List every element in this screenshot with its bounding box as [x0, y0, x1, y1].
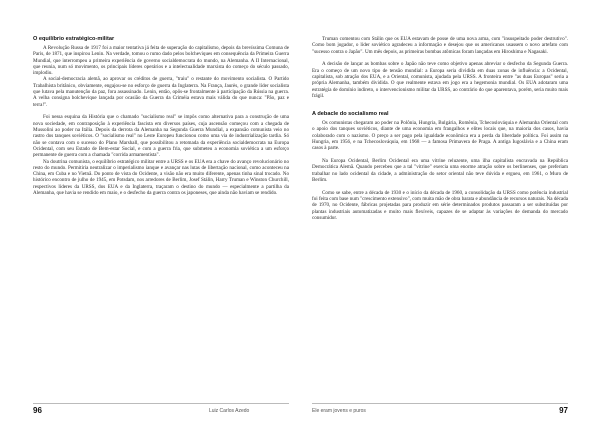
- paragraph: Os comunistas chegaram ao poder na Polônia, Hungria, Bulgária, Romênia, Tchecoslováquia e Alemanha Oriental com o apoio dos tanques soviéticos, diante de uma economia em frangalhos e elites locais que, na maioria dos casos, havia colaborado com o nazismo. O preço a ser pago pela igualdade econômica era a perda da liberdade política. Foi assim na Hungria, em 1956, e na Tchecoslováquia, em 1968 — a famosa Primavera de Praga. A antiga Iugoslávia e a China eram casos à parte.: [312, 120, 568, 152]
- paragraph: A Revolução Russa de 1917 foi a maior tentativa já feita de superação do capitalismo, depois da brevíssima Comuna de Paris, de 1871, que inspirou Lenin. Na verdade, tomou o rumo dado pelos bolcheviques em consequência da Primeira Guerra Mundial, que interrompeu a primeira experiência de governo socialdemocrata do mundo, na Alemanha. A II Internacional, que reunia, num só movimento, os principais líderes operários e a intelectualidade marxista do começo do século passado, implodiu.: [33, 45, 289, 77]
- paragraph: Foi nessa esquina da História que o chamado "socialismo real" se impôs como alternativa para a construção de uma nova sociedade, em contraposição à experiência fascista em diversos países, cuja ascensão começou com a chegada de Mussolini ao poder na Itália. Depois da derrota da Alemanha na Segunda Guerra Mundial, a expansão comunista veio no rastro dos tanques soviéticos. O "socialismo real" no Leste Europeu funcionou como uma via de industrialização tardia. Só não se contava com o sucesso do Plano Marshall, que possibilitou a retomada da experiência socialdemocrata na Europa Ocidental, com seu Estado de Bem-estar Social, e com a guerra fria, que submeteu a economia soviética a um esforço permanente de guerra com a chamada "corrida armamentista".: [33, 114, 289, 159]
- paragraph: Na Europa Ocidental, Berlim Ocidental era uma vitrine reluzente, uma ilha capitalista encravada na República Democrática Alemã. Quando percebeu que a tal "vitrine" exercia uma enorme atração sobre os berlinenses, que preferiam trabalhar no lado ocidental da cidade, a administração do setor oriental não teve dúvida e ergueu, em 1961, o Muro de Berlim.: [312, 158, 568, 184]
- paragraph: Como se sabe, entre a década de 1930 e o início da década de 1960, a consolidação da URSS como potência industrial foi feita com base num "crescimento extensivo", com muita mão de obra barata e abundância de recursos naturais. Na década de 1970, no Ocidente, fábricas projetadas para produzir em série determinados produtos passaram a ser substituídas por plantas industriais automatizadas e muito mais flexíveis, capazes de se adaptar às variações de demanda do mercado consumidor.: [312, 189, 568, 222]
- paragraph: A social-democracia alemã, ao aprovar os créditos de guerra, "traiu" o restante do movimento socialista. O Partido Trabalhista britânico, obviamente, engajou-se no esforço de guerra da Inglaterra. Na França, Jaurès, o grande líder socialista que lutava pela manutenção da paz, fora assassinado. Lenin, então, opôs-se frontalmente à participação da Rússia na guerra. A velha consigna bolchevique lançada por ocasião da Guerra da Criméia estava mais válida do que nunca: "Pão, paz e terra!".: [33, 76, 289, 108]
- page-number-right: 97: [559, 406, 568, 415]
- footer-left: [33, 405, 289, 417]
- section-heading-debacle: A debacle do socialismo real: [312, 111, 389, 118]
- paragraph: Na doutrina comunista, o equilíbrio estratégico militar entre a URSS e os EUA era a chave do avanço revolucionário no resto do mundo. Permitiria neutralizar o imperialismo ianque e avançar nas lutas de libertação nacional, como aconteceu na China, em Cuba e no Vietnã. Do ponto de vista do Ocidente, a visão não era muito diferente, apenas tinha sinal trocado. No histórico encontro de julho de 1945, em Potsdam, nos arredores de Berlim, Josef Stálin, Harry Truman e Winston Churchill, respectivos líderes da URSS, dos EUA e da Inglaterra, traçaram o destino do mundo — especialmente a partilha da Alemanha, que havia se rendido em maio, e o desfecho da guerra contra os japoneses, que ainda não haviam se rendido.: [33, 158, 289, 197]
- left-page-text: [33, 36, 289, 196]
- footer-rule-right: [312, 403, 568, 404]
- paragraph: Truman comentou com Stálin que os EUA estavam de posse de uma nova arma, com "insuspeitado poder destrutivo". Como bom jogador, o líder soviético agradeceu a informação e desejou que os americanos usassem o novo artefato com "sucesso contra o Japão". Um mês depois, as primeiras bombas atômicas foram lançadas em Hiroshima e Nagasaki.: [312, 36, 568, 55]
- footer-author: Luiz Carlos Azedo: [209, 408, 250, 414]
- footer-book-title: Ele eram jovens e puros: [312, 408, 366, 414]
- right-page-text: [312, 36, 568, 221]
- paragraph: A decisão de lançar as bombas sobre o Japão não teve como objetivo apenas abreviar o desfecho da Segunda Guerra. Era o começo de um novo tipo de tensão mundial: a Europa seria dividida em duas zonas de influência: a Ocidental, capitalista, sob atração dos EUA, e a Oriental, comunista, ajudada pela URSS. A fronteira entre "as duas Europas" seria a própria Alemanha, também dividida. O que realmente estava em jogo era a hegemonia mundial. Os EUA adotaram uma estratégia de domínio indireto, o intervencionismo militar da URSS, ao contrário do que aparentava, porém, seria muito mais frágil.: [312, 61, 568, 99]
- section-heading-equilibrio: O equilíbrio estratégico-militar: [33, 36, 115, 42]
- footer-rule-left: [33, 403, 289, 404]
- footer-right: [312, 405, 568, 417]
- page-number-left: 96: [33, 406, 42, 415]
